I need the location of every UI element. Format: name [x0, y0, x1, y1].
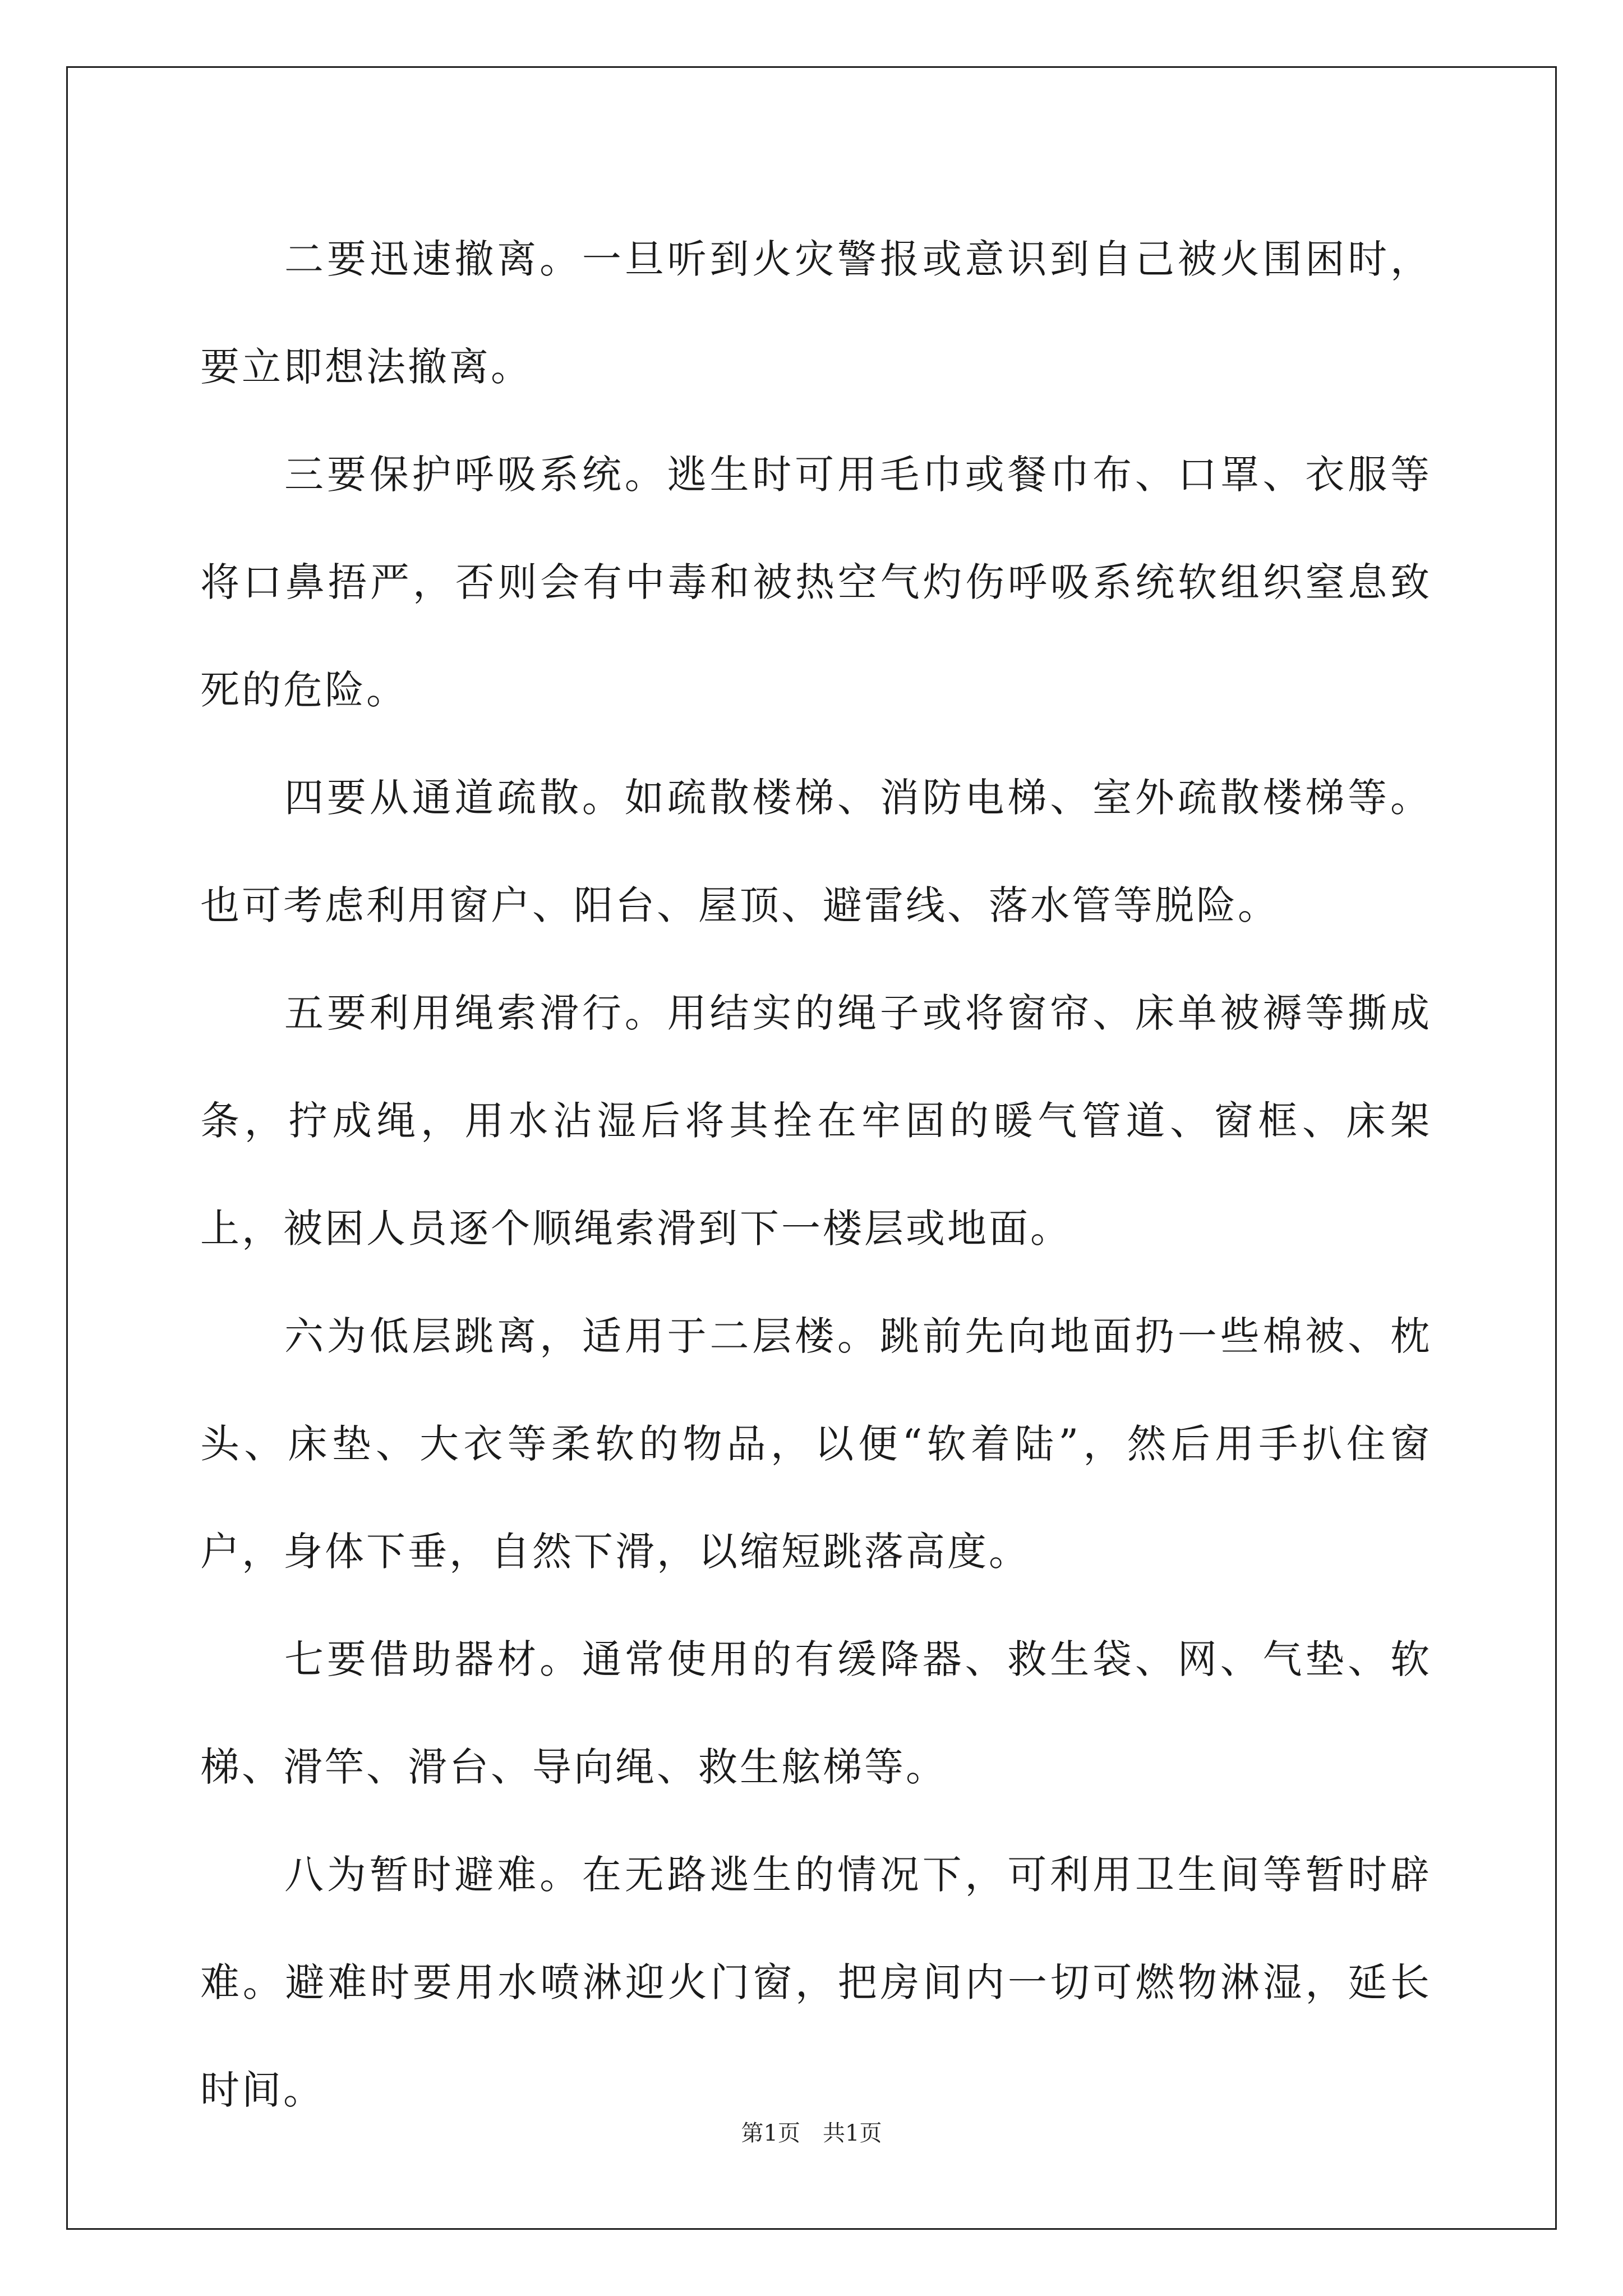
paragraph-6: 六为低层跳离，适用于二层楼。跳前先向地面扔一些棉被、枕头、床垫、大衣等柔软的物品，以便“软着陆”，然后用手扒住窗户，身体下垂，自然下滑，以缩短跳落高度。: [200, 1313, 1432, 1575]
page-number-current: 第1页: [741, 2120, 800, 2146]
document-body: [200, 205, 1432, 2144]
paragraph-2: 二要迅速撤离。一旦听到火灾警报或意识到自己被火围困时，要立即想法撤离。: [200, 236, 1432, 390]
paragraph-3: 三要保护呼吸系统。逃生时可用毛巾或餐巾布、口罩、衣服等将口鼻捂严，否则会有中毒和被热空气灼伤呼吸系统软组织窒息致死的危险。: [200, 452, 1432, 713]
paragraph-8: 八为暂时避难。在无路逃生的情况下，可利用卫生间等暂时辟难。避难时要用水喷淋迎火门窗，把房间内一切可燃物淋湿，延长时间。: [200, 1852, 1432, 2113]
paragraph-5: 五要利用绳索滑行。用结实的绳子或将窗帘、床单被褥等撕成条，拧成绳，用水沾湿后将其拴在牢固的暖气管道、窗框、床架上，被困人员逐个顺绳索滑到下一楼层或地面。: [200, 990, 1432, 1251]
page-footer: [0, 2120, 1623, 2147]
page-number-total: 共1页: [823, 2120, 882, 2146]
paragraph-4: 四要从通道疏散。如疏散楼梯、消防电梯、室外疏散楼梯等。也可考虑利用窗户、阳台、屋顶、避雷线、落水管等脱险。: [200, 775, 1432, 928]
paragraph-7: 七要借助器材。通常使用的有缓降器、救生袋、网、气垫、软梯、滑竿、滑台、导向绳、救生舷梯等。: [200, 1636, 1432, 1790]
